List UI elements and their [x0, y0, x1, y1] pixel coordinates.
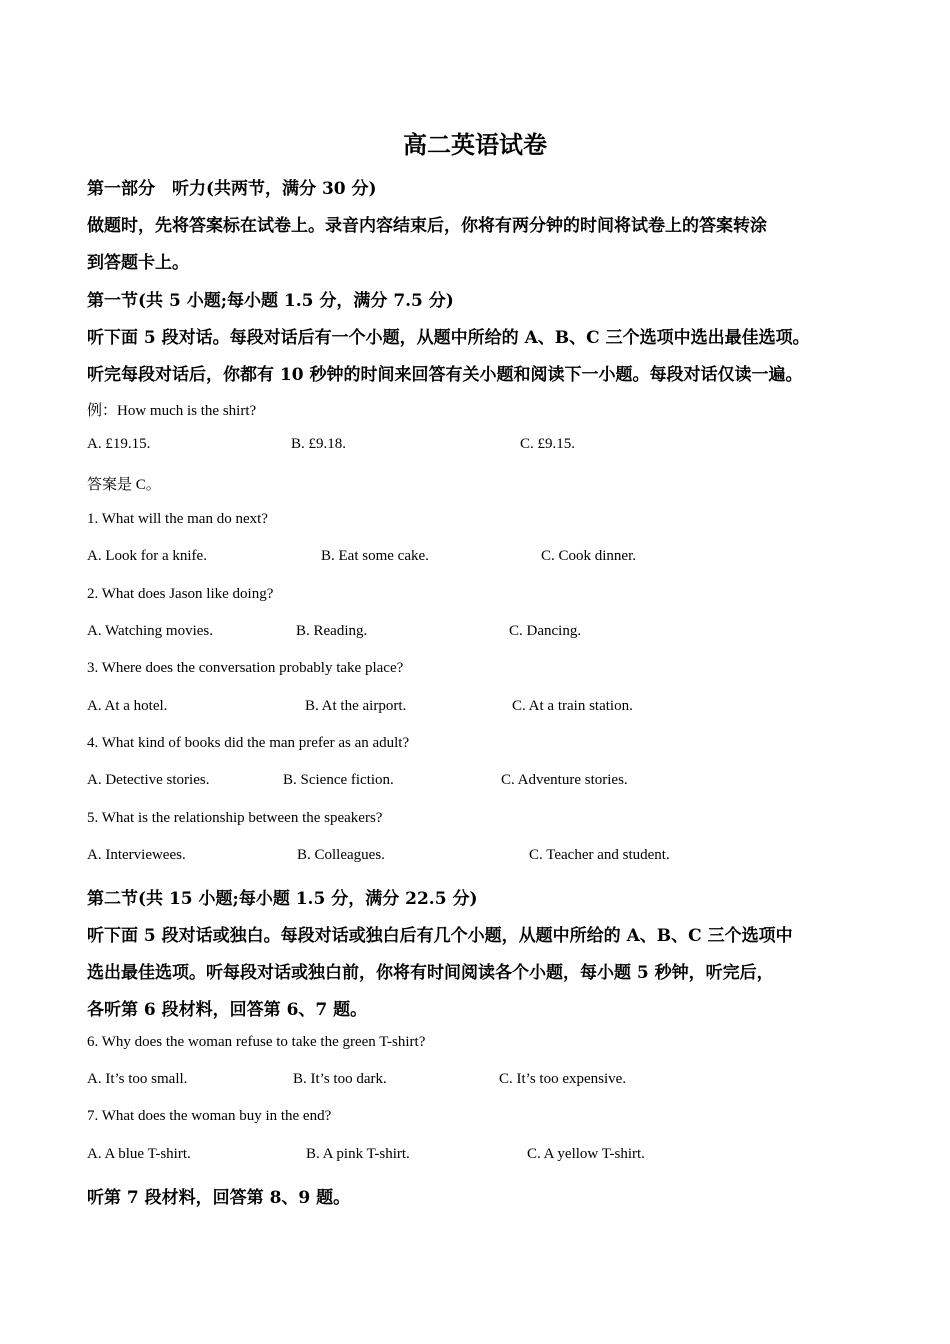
example-option-a: A. £19.15.: [87, 436, 151, 452]
q4-option-b: B. Science fiction.: [283, 772, 394, 788]
q2-option-b: B. Reading.: [296, 623, 368, 639]
example-option-c: C. £9.15.: [520, 436, 576, 452]
section1-directions-line-2: 听完每段对话后，你都有 10 秒钟的时间来回答有关小题和阅读下一小题。每段对话仅读一遍。: [87, 365, 803, 385]
section2-directions-line-1: 听下面 5 段对话或独白。每段对话或独白后有几个小题，从题中所给的 A、B、C 三个选项中: [87, 926, 793, 946]
question-2: 2. What does Jason like doing?: [87, 586, 274, 602]
question-7: 7. What does the woman buy in the end?: [87, 1108, 332, 1124]
q5-option-a: A. Interviewees.: [87, 847, 186, 863]
q2-option-a: A. Watching movies.: [87, 623, 213, 639]
q1-option-c: C. Cook dinner.: [541, 548, 637, 564]
section1-heading: 第一节(共 5 小题;每小题 1.5 分，满分 7.5 分): [87, 291, 454, 311]
question-1: 1. What will the man do next?: [87, 511, 268, 527]
question-6: 6. Why does the woman refuse to take the green T-shirt?: [87, 1034, 426, 1050]
section2-directions-line-2: 选出最佳选项。听每段对话或独白前，你将有时间阅读各个小题，每小题 5 秒钟，听完后，: [87, 963, 774, 983]
q4-option-a: A. Detective stories.: [87, 772, 210, 788]
question-5: 5. What is the relationship between the speakers?: [87, 810, 383, 826]
q7-option-b: B. A pink T-shirt.: [306, 1146, 410, 1162]
part1-heading: 第一部分 听力(共两节，满分 30 分): [87, 179, 377, 199]
section2-heading: 第二节(共 15 小题;每小题 1.5 分，满分 22.5 分): [87, 889, 478, 909]
instructions-line-2: 到答题卡上。: [87, 253, 189, 273]
q6-option-a: A. It’s too small.: [87, 1071, 188, 1087]
q2-option-c: C. Dancing.: [509, 623, 582, 639]
q3-option-b: B. At the airport.: [305, 698, 407, 714]
example-question: 例：How much is the shirt?: [87, 403, 257, 419]
next-material-instruction: 听第 7 段材料，回答第 8、9 题。: [87, 1188, 351, 1208]
q6-option-b: B. It’s too dark.: [293, 1071, 387, 1087]
question-4: 4. What kind of books did the man prefer as an adult?: [87, 735, 410, 751]
q3-option-c: C. At a train station.: [512, 698, 633, 714]
q1-option-a: A. Look for a knife.: [87, 548, 207, 564]
q7-option-a: A. A blue T-shirt.: [87, 1146, 191, 1162]
q7-option-c: C. A yellow T-shirt.: [527, 1146, 645, 1162]
q6-option-c: C. It’s too expensive.: [499, 1071, 627, 1087]
page-title: 高二英语试卷: [403, 130, 547, 159]
section2-directions-line-3: 各听第 6 段材料，回答第 6、7 题。: [87, 1000, 368, 1020]
example-answer: 答案是 C。: [87, 477, 161, 493]
example-option-b: B. £9.18.: [291, 436, 347, 452]
instructions-line-1: 做题时，先将答案标在试卷上。录音内容结束后，你将有两分钟的时间将试卷上的答案转涂: [87, 216, 767, 236]
q1-option-b: B. Eat some cake.: [321, 548, 429, 564]
question-3: 3. Where does the conversation probably take place?: [87, 660, 404, 676]
section1-directions-line-1: 听下面 5 段对话。每段对话后有一个小题，从题中所给的 A、B、C 三个选项中选出最佳选项。: [87, 328, 810, 348]
q3-option-a: A. At a hotel.: [87, 698, 168, 714]
q4-option-c: C. Adventure stories.: [501, 772, 628, 788]
q5-option-c: C. Teacher and student.: [529, 847, 670, 863]
q5-option-b: B. Colleagues.: [297, 847, 385, 863]
